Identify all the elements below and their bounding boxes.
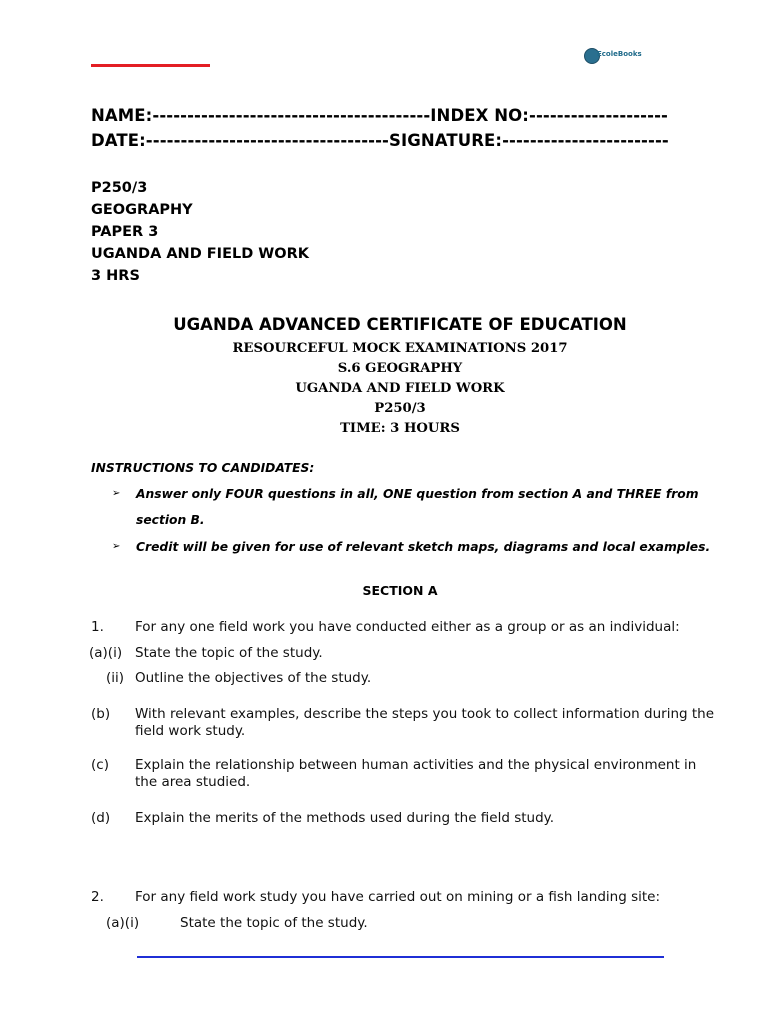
question-2-number: 2. [91,889,104,905]
paper-duration: 3 HRS [91,268,140,284]
paper-code: P250/3 [91,180,148,196]
paper-subject: GEOGRAPHY [91,202,193,218]
instructions-heading: INSTRUCTIONS TO CANDIDATES: [91,461,315,475]
exam-name: RESOURCEFUL MOCK EXAMINATIONS 2017 [232,341,568,356]
instruction-1-line1: Answer only FOUR questions in all, ONE question from section A and THREE from [136,487,699,501]
question-1a-ii-label: (ii) [106,670,125,686]
question-1-number: 1. [91,619,104,635]
logo-text: EcoleBooks [597,50,642,58]
question-1c: Explain the relationship between human activities and the physical environment in the area studied. [135,757,697,790]
exam-time: TIME: 3 HOURS [340,421,460,436]
exam-class: S.6 GEOGRAPHY [337,361,463,376]
question-1a-ii: Outline the objectives of the study. [135,670,372,686]
question-1c-label: (c) [91,757,109,773]
paper-number: PAPER 3 [91,224,159,240]
date-signature-line: DATE:-----------------------------------SIGNATURE:------------------------ [91,131,669,150]
question-1-stem: For any one field work you have conducted either as a group or as an individual: [135,619,680,635]
footer-blue-rule [137,956,664,958]
section-a-heading: SECTION A [362,583,438,598]
question-2-stem: For any field work study you have carried out on mining or a fish landing site: [135,889,661,905]
question-1a-label: (a)(i) [89,645,123,661]
instruction-1-line2: section B. [136,513,205,527]
exam-title: UGANDA ADVANCED CERTIFICATE OF EDUCATION [173,315,627,334]
question-1d: Explain the merits of the methods used during the field study. [135,810,555,826]
question-1b: With relevant examples, describe the steps you took to collect information during the field work study. [135,706,715,739]
header-red-rule [91,64,210,67]
instruction-2: Credit will be given for use of relevant sketch maps, diagrams and local examples. [136,540,711,554]
publisher-logo [584,48,642,63]
bullet-arrow-icon: ➢ [112,488,121,499]
question-1a-i: State the topic of the study. [135,645,323,661]
question-1d-label: (d) [91,810,111,826]
name-index-line: NAME:----------------------------------------INDEX NO:-------------------- [91,106,668,125]
question-2a-i: State the topic of the study. [180,915,368,931]
bullet-arrow-icon: ➢ [112,541,121,552]
paper-title: UGANDA AND FIELD WORK [91,246,310,262]
exam-paper-name: UGANDA AND FIELD WORK [295,381,505,396]
exam-paper-code: P250/3 [374,401,426,416]
question-2a-label: (a)(i) [106,915,140,931]
question-1b-label: (b) [91,706,111,722]
